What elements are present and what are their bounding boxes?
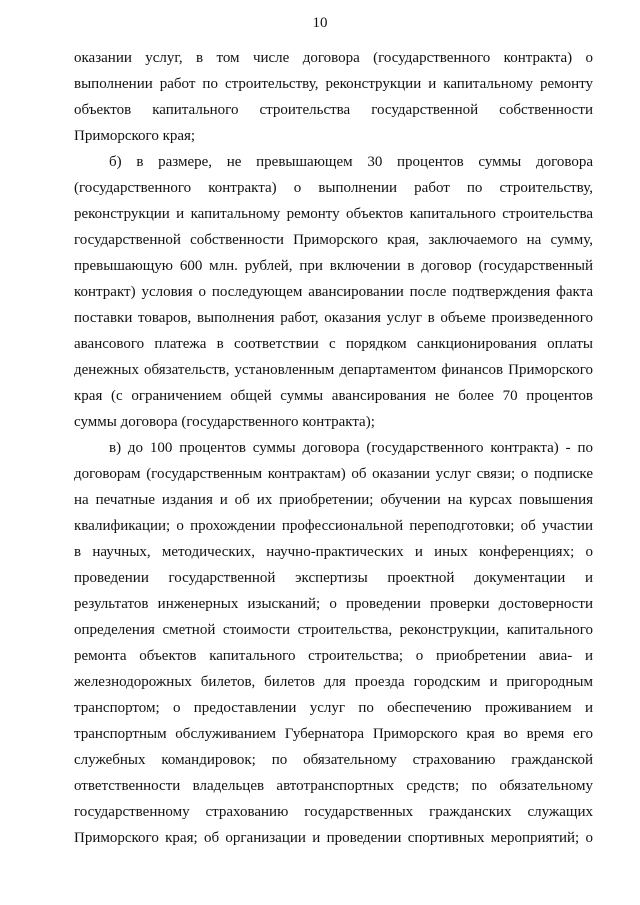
text-line: на печатные издания и об их приобретении; обучении на курсах повышения bbox=[74, 492, 593, 508]
text-line: суммы договора (государственного контракта); bbox=[74, 414, 375, 430]
text-line: железнодорожных билетов, билетов для проезда городским и пригородным bbox=[74, 674, 593, 690]
text-line: определения сметной стоимости строительства, реконструкции, капитального bbox=[74, 622, 593, 638]
text-line: превышающую 600 млн. рублей, при включении в договор (государственный bbox=[74, 258, 593, 274]
text-line: проведении государственной экспертизы проектной документации и bbox=[74, 570, 593, 586]
page-number: 10 bbox=[312, 15, 328, 31]
text-line: ремонта объектов капитального строительства; о приобретении авиа- и bbox=[74, 648, 593, 664]
text-line: б) в размере, не превышающем 30 процентов суммы договора bbox=[109, 154, 593, 170]
text-line: оказании услуг, в том числе договора (государственного контракта) о bbox=[74, 50, 593, 66]
text-line: ответственности владельцев автотранспортных средств; по обязательному bbox=[74, 778, 593, 794]
text-line: выполнении работ по строительству, реконструкции и капитальному ремонту bbox=[74, 76, 593, 92]
text-line: поставки товаров, выполнения работ, оказания услуг в объеме произведенного bbox=[74, 310, 593, 326]
text-line: контракт) условия о последующем авансировании после подтверждения факта bbox=[74, 284, 593, 300]
text-line: в научных, методических, научно-практических и иных конференциях; о bbox=[74, 544, 593, 560]
text-line: Приморского края; об организации и проведении спортивных мероприятий; о bbox=[74, 830, 593, 846]
text-line: транспортным обслуживанием Губернатора Приморского края во время его bbox=[74, 726, 593, 742]
text-line: авансового платежа в соответствии с порядком санкционирования оплаты bbox=[74, 336, 593, 352]
text-line: Приморского края; bbox=[74, 128, 196, 144]
text-line: транспортом; о предоставлении услуг по обеспечению проживанием и bbox=[74, 700, 593, 716]
text-line: денежных обязательств, установленным департаментом финансов Приморского bbox=[74, 362, 593, 378]
text-line: объектов капитального строительства государственной собственности bbox=[74, 102, 593, 118]
text-line: служебных командировок; по обязательному страхованию гражданской bbox=[74, 752, 593, 768]
text-line: реконструкции и капитальному ремонту объектов капитального строительства bbox=[74, 206, 593, 222]
text-line: договорам (государственным контрактам) об оказании услуг связи; о подписке bbox=[74, 466, 593, 482]
text-line: квалификации; о прохождении профессиональной переподготовки; об участии bbox=[74, 518, 593, 534]
text-line: (государственного контракта) о выполнении работ по строительству, bbox=[74, 180, 593, 196]
text-line: в) до 100 процентов суммы договора (государственного контракта) - по bbox=[109, 440, 593, 456]
text-line: государственному страхованию государственных гражданских служащих bbox=[74, 804, 593, 820]
text-line: результатов инженерных изысканий; о проведении проверки достоверности bbox=[74, 596, 593, 612]
text-line: государственной собственности Приморского края, заключаемого на сумму, bbox=[74, 232, 593, 248]
text-line: края (с ограничением общей суммы авансирования не более 70 процентов bbox=[74, 388, 593, 404]
document-body bbox=[74, 45, 593, 851]
